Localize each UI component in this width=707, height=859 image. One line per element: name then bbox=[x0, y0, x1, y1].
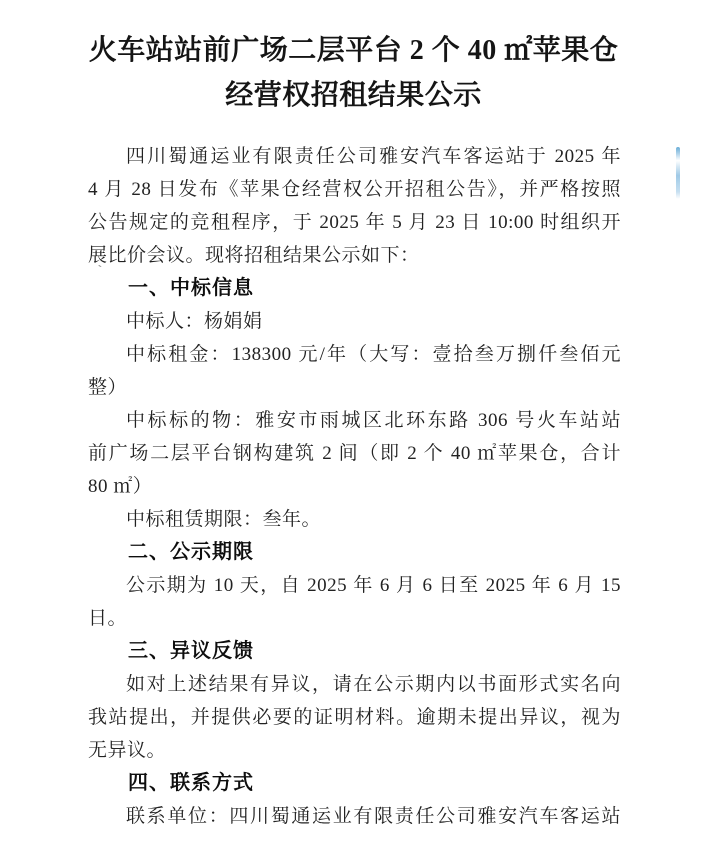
document-line: 前广场二层平台钢构建筑 2 间（即 2 个 40 ㎡苹果仓，合计 bbox=[88, 443, 621, 464]
document-line: 展比价会议。现将招租结果公示如下： bbox=[88, 245, 420, 266]
section-heading: 四、联系方式 bbox=[128, 772, 254, 794]
document-line: 四川蜀通运业有限责任公司雅安汽车客运站于 2025 年 bbox=[126, 146, 621, 167]
document-line: 我站提出，并提供必要的证明材料。逾期未提出异议，视为 bbox=[88, 707, 621, 728]
document-line: 无异议。 bbox=[88, 740, 167, 761]
document-line: 80 ㎡） bbox=[88, 476, 153, 497]
scanner-artifact-streak bbox=[676, 147, 680, 199]
section-heading: 一、中标信息 bbox=[128, 277, 254, 299]
document-body bbox=[88, 140, 621, 833]
document-line: 中标标的物：雅安市雨城区北环东路 306 号火车站站 bbox=[126, 410, 621, 431]
document-line: 中标租金：138300 元/年（大写：壹拾叁万捌仟叁佰元 bbox=[126, 344, 621, 365]
section-heading: 二、公示期限 bbox=[128, 541, 254, 563]
document-title-line-2: 经营权招租结果公示 bbox=[225, 80, 482, 111]
document-line: 中标人：杨娟娟 bbox=[126, 311, 263, 332]
document-line: 公示期为 10 天，自 2025 年 6 月 6 日至 2025 年 6 月 15 bbox=[126, 575, 621, 596]
stray-scan-mark: ` bbox=[96, 261, 106, 278]
document-line: 4 月 28 日发布《苹果仓经营权公开招租公告》，并严格按照 bbox=[88, 179, 621, 200]
document-line: 整） bbox=[88, 377, 128, 398]
document-title bbox=[40, 28, 667, 118]
document-title-line-1: 火车站站前广场二层平台 2 个 40 ㎡苹果仓 bbox=[88, 35, 619, 66]
section-heading: 三、异议反馈 bbox=[128, 640, 254, 662]
document-line: 中标租赁期限：叁年。 bbox=[126, 509, 322, 530]
document-line: 公告规定的竞租程序，于 2025 年 5 月 23 日 10:00 时组织开 bbox=[88, 212, 621, 233]
document-line: 日。 bbox=[88, 608, 128, 629]
document-line: 如对上述结果有异议，请在公示期内以书面形式实名向 bbox=[126, 674, 621, 695]
document-line: 联系单位：四川蜀通运业有限责任公司雅安汽车客运站 bbox=[126, 806, 621, 827]
